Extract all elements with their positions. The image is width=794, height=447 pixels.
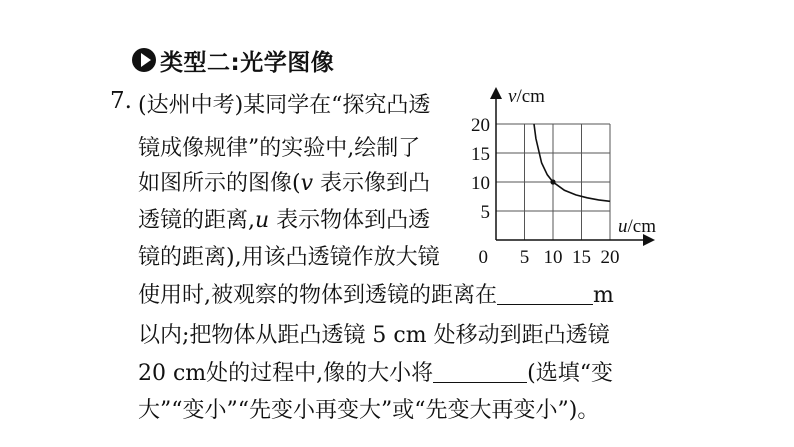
answer-blank-2[interactable]	[433, 360, 527, 383]
question-text-8a: 20 cm处的过程中,像的大小将	[138, 361, 434, 386]
y-axis-var: v	[508, 86, 517, 107]
question-line-9	[138, 393, 599, 424]
question-line-1	[138, 88, 430, 119]
question-text-9: 大”“变小”“先变小再变大”或“先变大再变小”)。	[138, 398, 600, 423]
y-axis-label	[508, 86, 545, 107]
series-curve-0	[534, 124, 610, 201]
y-tick-label-3: 20	[471, 115, 490, 136]
section-heading-text: 类型二:光学图像	[160, 49, 335, 76]
x-axis-label	[618, 216, 656, 237]
question-text-8b: (选填“变	[527, 361, 614, 386]
question-text-1: 某同学在“探究凸透	[243, 93, 431, 118]
play-circle-icon	[132, 48, 156, 72]
section-heading	[132, 42, 334, 78]
question-text-6: 使用时,被观察的物体到透镜的距离在	[138, 283, 497, 308]
y-tick-label-0: 5	[480, 202, 490, 223]
var-v: v	[300, 171, 314, 196]
question-line-2	[138, 131, 420, 162]
question-text-2: 镜成像规律”的实验中,绘制了	[138, 136, 421, 161]
curve-layer	[534, 124, 610, 201]
y-tick-label-2: 15	[471, 144, 490, 165]
x-axis-var: u	[618, 216, 628, 237]
x-tick-label-0: 5	[519, 247, 530, 268]
question-text-7: 以内;把物体从距凸透镜 5 cm 处移动到距凸透镜	[138, 323, 610, 348]
question-line-8	[138, 356, 613, 387]
question-line-4	[138, 203, 430, 234]
question-line-3	[138, 166, 430, 197]
answer-blank-1[interactable]	[497, 282, 593, 305]
x-axis-unit: /cm	[627, 216, 656, 237]
question-text-4b: 表示物体到凸透	[269, 208, 431, 233]
v-u-graph	[450, 76, 680, 272]
question-line-5	[138, 240, 440, 271]
x-tick-label-2: 15	[572, 247, 591, 268]
question-text-4a: 透镜的距离,	[138, 208, 255, 233]
question-line-6	[138, 278, 614, 309]
question-text-5: 镜的距离),用该凸透镜作放大镜	[138, 245, 440, 270]
question-number: 7.	[110, 88, 132, 114]
unit-m: m	[593, 283, 614, 308]
question-source: (达州中考)	[138, 93, 244, 118]
x-tick-label-1: 10	[543, 247, 563, 268]
question-text-3b: 表示像到凸	[313, 171, 431, 196]
y-tick-label-1: 10	[471, 173, 490, 194]
question-line-7	[138, 318, 610, 349]
y-axis-unit: /cm	[516, 86, 545, 107]
x-tick-label-3: 20	[600, 247, 620, 268]
var-u: u	[255, 208, 270, 233]
origin-label: 0	[478, 247, 488, 268]
highlight-point	[550, 179, 555, 184]
question-text-3a: 如图所示的图像(	[138, 171, 301, 196]
